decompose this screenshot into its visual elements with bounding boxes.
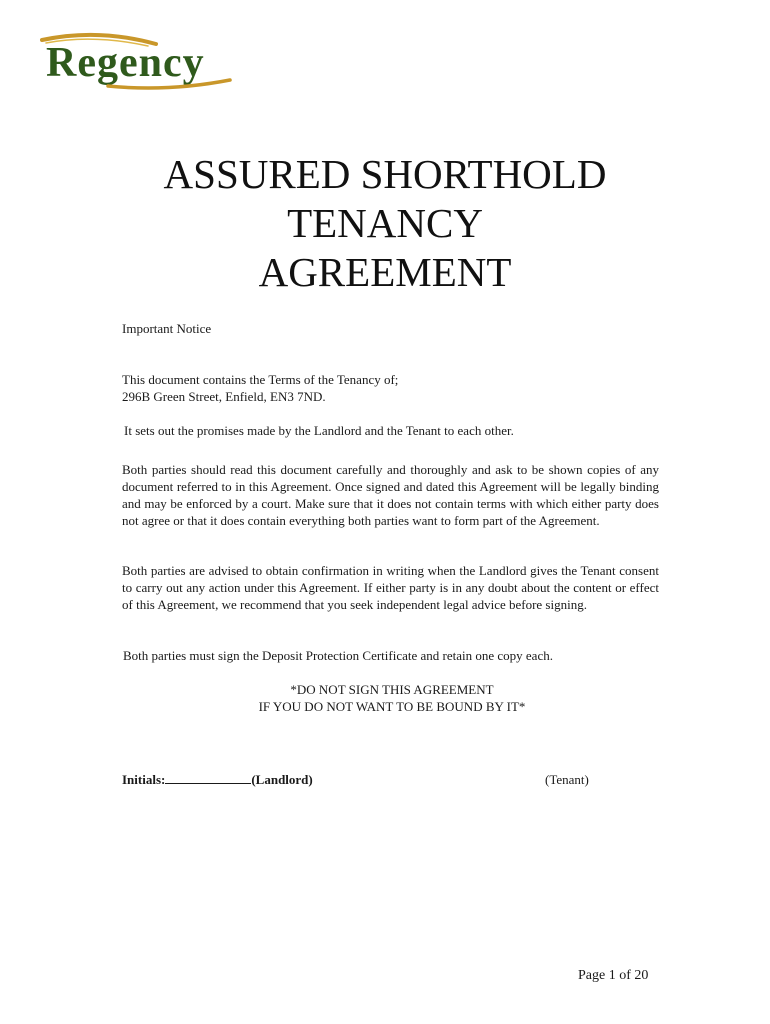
do-not-sign-warning (0, 681, 770, 715)
svg-text:Regency: Regency (46, 40, 205, 86)
tenant-label: (Tenant) (545, 772, 589, 787)
property-address: 296B Green Street, Enfield, EN3 7ND. (122, 389, 326, 404)
warning-line: *DO NOT SIGN THIS AGREEMENT (290, 682, 494, 697)
landlord-initials-blank[interactable] (165, 771, 251, 784)
title-line: ASSURED SHORTHOLD (163, 151, 607, 197)
confirmation-paragraph: Both parties are advised to obtain confirmation in writing when the Landlord gives the Tenant consent to carry out any action under this Agreement. If either party is in any doubt about the content or effect of this Agreement, we recommend that you seek independent legal advice before signing. (122, 563, 659, 612)
read-carefully-paragraph: Both parties should read this document carefully and thoroughly and ask to be shown copies of any document referred to in this Agreement. Once signed and dated this Agreement will be legally binding and may be enforced by a court. Make sure that it does not contain terms with which either party does not agree or that it does contain everything both parties want to form part of the Agreement. (122, 462, 659, 528)
warning-line: IF YOU DO NOT WANT TO BE BOUND BY IT* (258, 699, 526, 714)
page-number: Page 1 of 20 (578, 968, 649, 983)
regency-logo (38, 30, 238, 92)
promises-paragraph: It sets out the promises made by the Landlord and the Tenant to each other. (124, 423, 514, 438)
title-line: TENANCY (287, 200, 483, 246)
initials-label: Initials: (122, 772, 166, 787)
document-title (0, 150, 770, 297)
intro-line: This document contains the Terms of the Tenancy of; (122, 372, 399, 387)
important-notice-heading: Important Notice (122, 321, 212, 336)
tenancy-address-paragraph (122, 371, 659, 405)
landlord-initials (122, 771, 313, 788)
deposit-paragraph: Both parties must sign the Deposit Protection Certificate and retain one copy each. (123, 648, 553, 663)
landlord-label: (Landlord) (251, 772, 313, 787)
title-line: AGREEMENT (258, 249, 512, 295)
